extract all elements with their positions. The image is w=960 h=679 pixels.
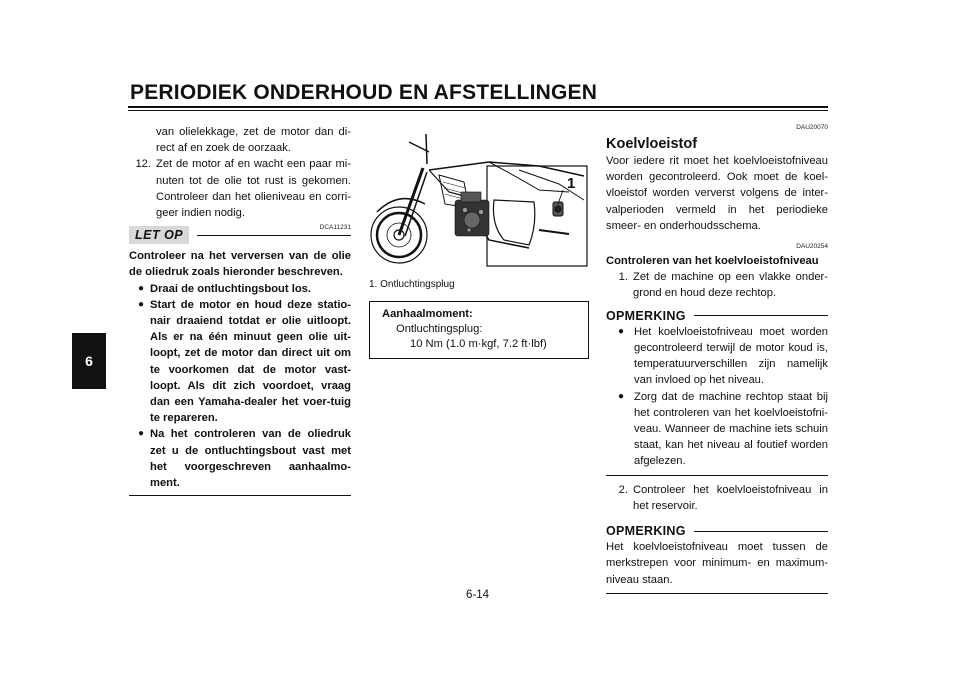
step-11-continuation: van olielekkage, zet de motor dan di-rect af en zoek de oorzaak. [156, 126, 351, 155]
list-item: ● Na het controleren van de oliedruk zet u de ontluchtingsbout vast met het voorgeschreven aanhaalmo-ment. [138, 426, 351, 491]
caution-rule [197, 235, 351, 236]
figure-caption: 1. Ontluchtingsplug [369, 279, 455, 290]
step-12 [129, 156, 351, 221]
list-item: ● Draai de ontluchtingsbout los. [138, 281, 351, 297]
step-number: 12. [135, 158, 151, 171]
bullet-icon: ● [618, 325, 625, 337]
step-number: 2. [618, 483, 628, 496]
bullet-icon: ● [138, 298, 145, 310]
torque-value: 10 Nm (1.0 m·kgf, 7.2 ft·lbf) [410, 338, 547, 351]
motorcycle-illustration [369, 130, 589, 270]
page-header-title: PERIODIEK ONDERHOUD EN AFSTELLINGEN [130, 81, 598, 104]
step-number: 1. [618, 271, 628, 284]
bullet-icon: ● [618, 390, 625, 402]
note-label: OPMERKING [606, 308, 686, 323]
caution-lead: Controleer na het verversen van de olie de oliedruk zoals hieronder beschreven. [129, 250, 351, 279]
torque-title: Aanhaalmoment: [382, 308, 473, 321]
step-2 [606, 482, 828, 514]
note-1-end-rule [606, 475, 828, 476]
note-label: OPMERKING [606, 524, 686, 539]
note-rule [694, 315, 828, 316]
subsection-code: DAU20254 [796, 243, 828, 251]
list-item: ● Het koelvloeistofniveau moet worden gecontroleerd terwijl de motor koud is, temperatuurverschillen zijn namelijk van invloed op het niveau. [618, 324, 828, 389]
step-text: Controleer het koelvloeistofniveau in het reservoir. [633, 483, 828, 512]
note-heading-2 [606, 523, 828, 539]
bullet-icon: ● [138, 428, 145, 440]
bullet-icon: ● [138, 282, 145, 294]
step-1 [606, 269, 828, 301]
column-middle [369, 130, 589, 359]
header-rule [128, 106, 828, 111]
torque-item: Ontluchtingsplug: [396, 323, 483, 336]
step-text: Zet de motor af en wacht een paar mi-nuten tot de olie tot rust is gekomen. Controleer dan het olieniveau en corri-geer indien nodig. [156, 158, 351, 220]
torque-box [369, 301, 589, 359]
section-title: Koelvloeistof [606, 136, 698, 152]
chapter-tab: 6 [72, 333, 106, 389]
figure-callout-label: 1 [567, 175, 576, 192]
list-item: ● Start de motor en houd deze statio-nair draaiend totdat er olie uitloopt. Als er na één minuut geen olie uit-loopt, zet de motor dan direct uit om te voorkomen dat de motor vast-loopt. Als dit zich voordoet, vraag dan een Yamaha-dealer het voer-tuig te repareren. [138, 297, 351, 427]
step-text: Zet de machine op een vlakke onder-grond en houd deze rechtop. [633, 271, 828, 300]
page-number: 6-14 [466, 589, 490, 601]
caution-heading [129, 226, 351, 244]
note-1-bullets [606, 324, 828, 470]
section-code: DAU20070 [796, 124, 828, 131]
note-2-text: Het koelvloeistofniveau moet tussen de merkstrepen voor minimum- en maximum-niveau staan. [606, 541, 828, 586]
caution-code: DCA11231 [319, 224, 351, 232]
note-heading-1 [606, 308, 828, 324]
column-left [129, 124, 351, 496]
section-intro: Voor iedere rit moet het koelvloeistofniveau worden gecontroleerd. Ook moet de koel-vloeistof worden ververst volgens de inter-valperioden vermeld in het periodieke smeer- en onderhoudsschema. [606, 155, 828, 232]
note-rule [694, 531, 828, 532]
caution-label: LET OP [129, 226, 189, 244]
column-right [606, 124, 828, 594]
subsection-title: Controleren van het koelvloeistofniveau [606, 255, 819, 268]
caution-end-rule [129, 495, 351, 496]
note-2-end-rule [606, 593, 828, 594]
caution-bullets [129, 281, 351, 492]
list-item: ● Zorg dat de machine rechtop staat bij het controleren van het koelvloeistofni-veau. Wanneer de machine iets schuin staat, kan het niveau al foutief worden afgelezen. [618, 389, 828, 470]
